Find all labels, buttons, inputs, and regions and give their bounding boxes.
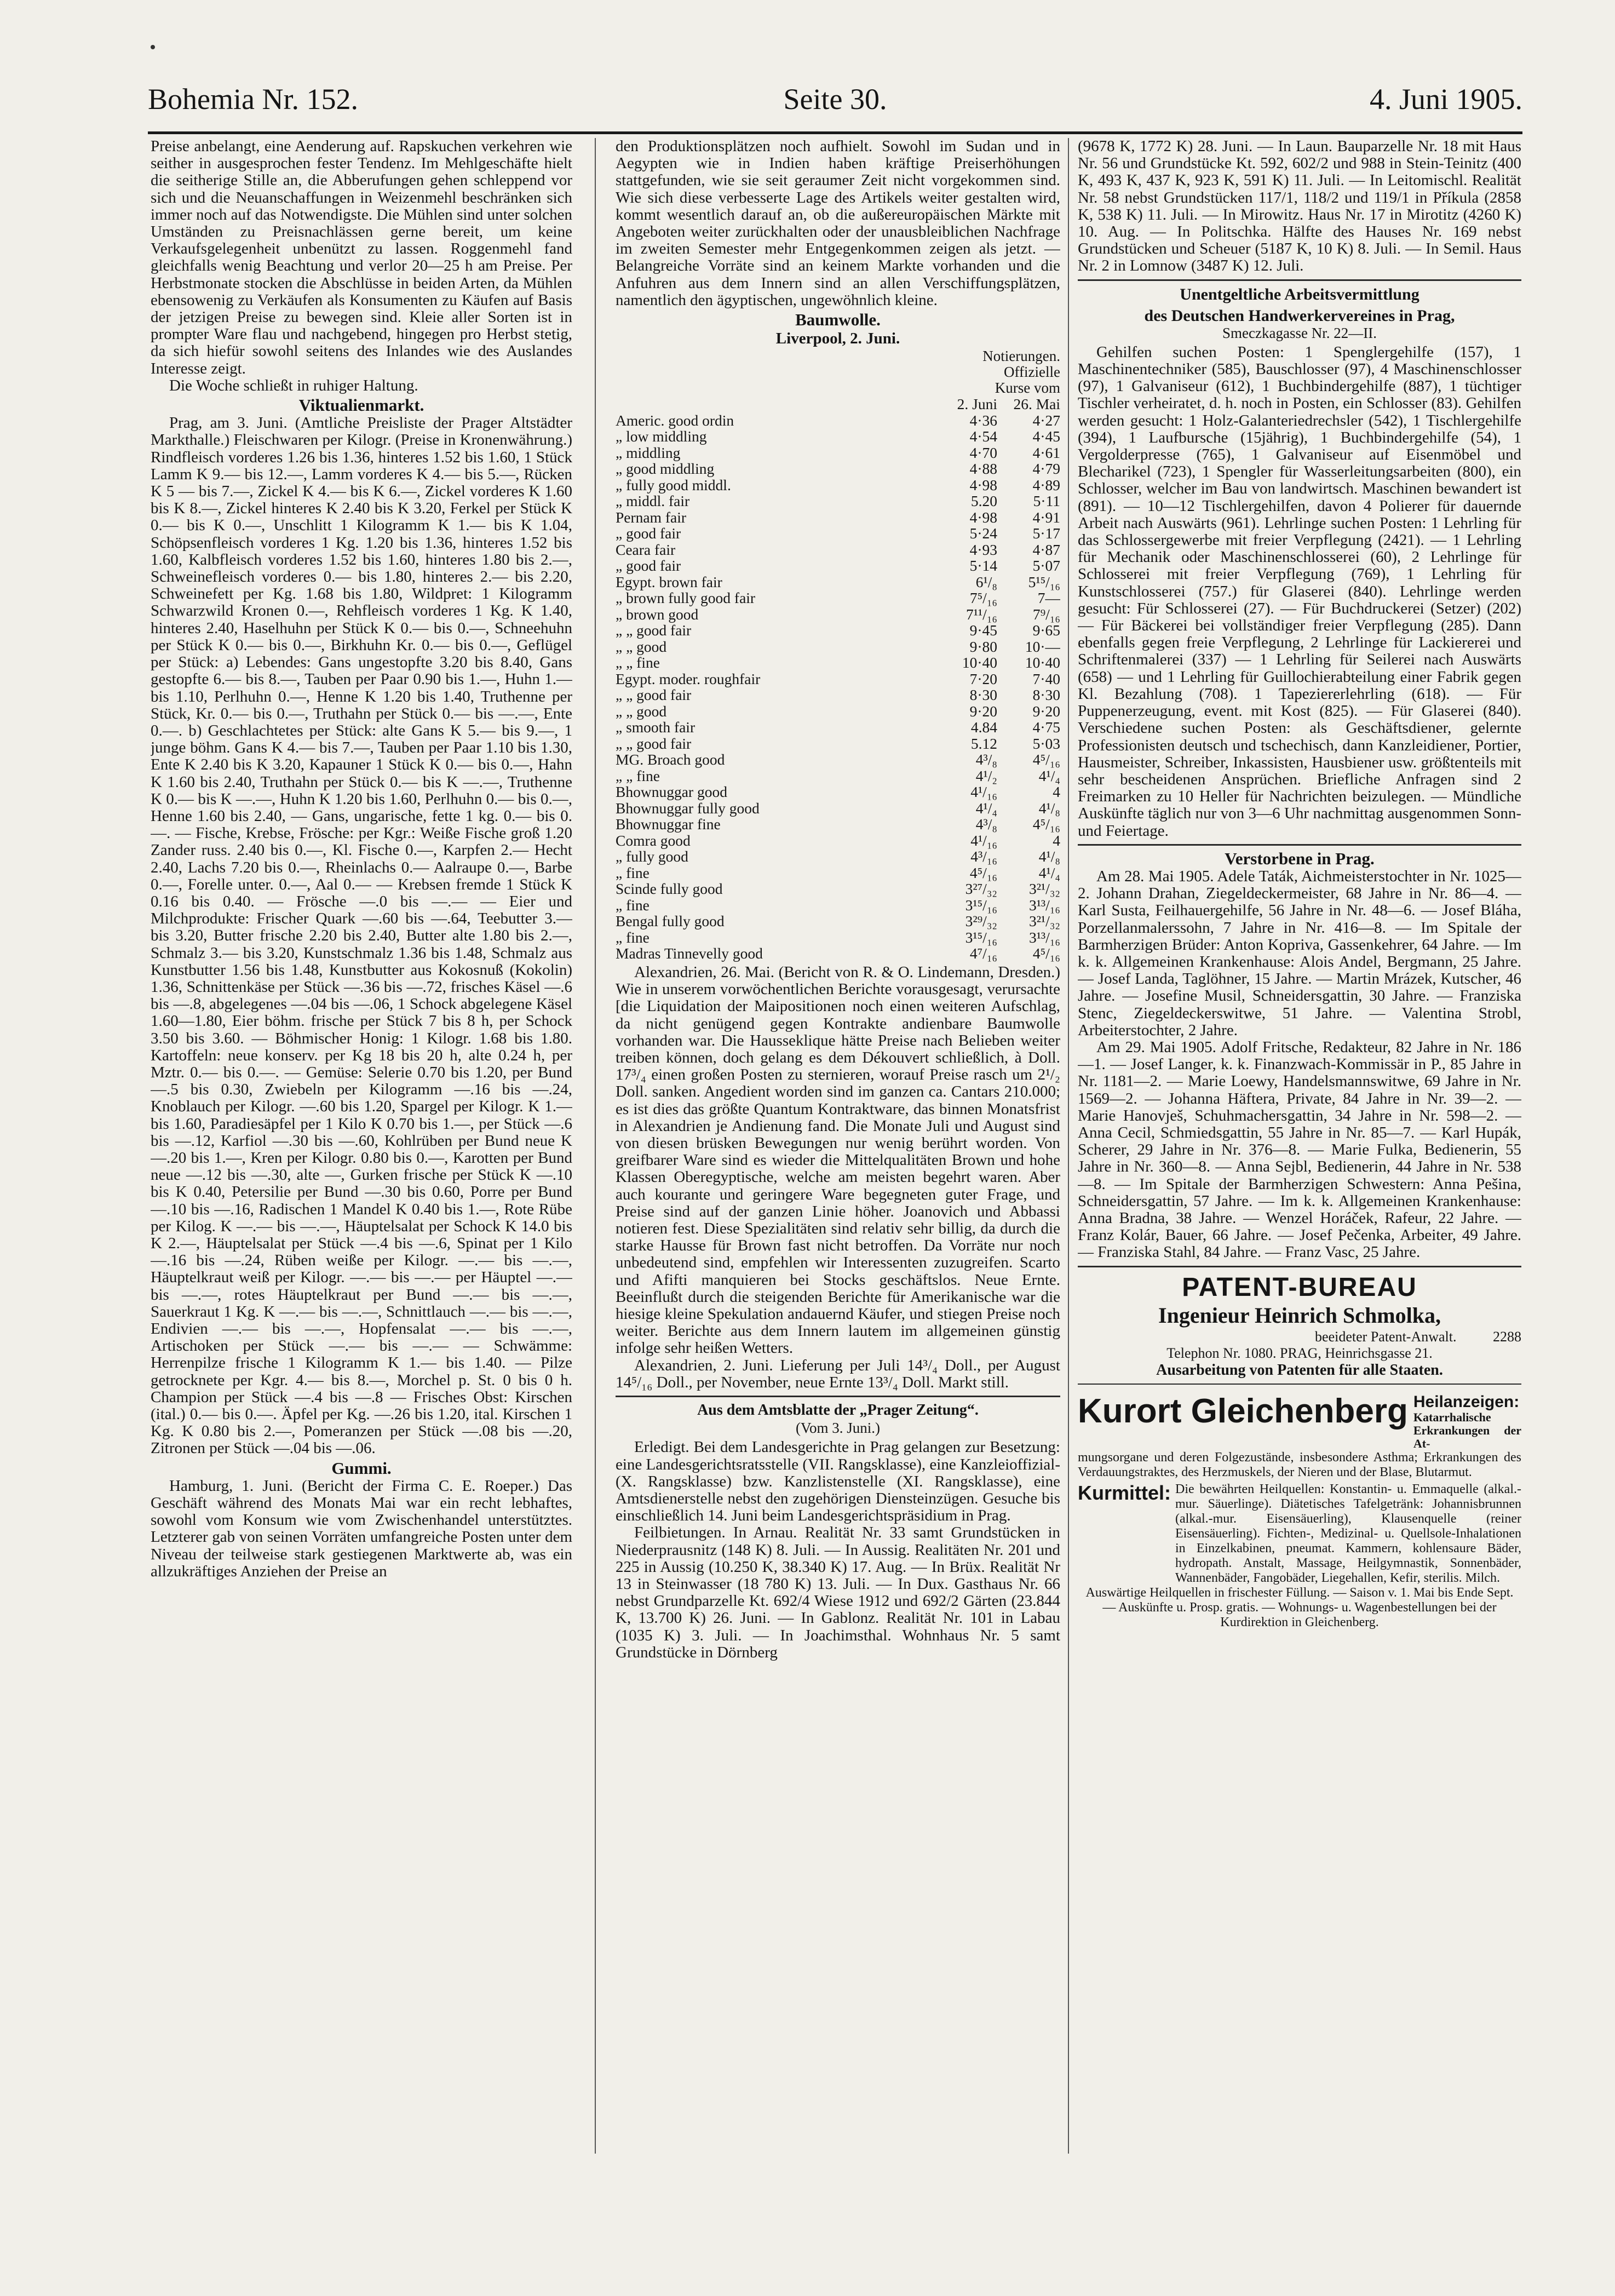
section-rule — [1078, 844, 1521, 846]
quote-2-juni: 10·40 — [962, 654, 997, 671]
cotton-grade: „ „ fine — [616, 654, 660, 671]
quote-26-mai: 5¹⁵/₁₆ — [1028, 573, 1060, 590]
quote-2-juni: 3²⁷/₃₂ — [965, 880, 997, 898]
cotton-quotes-table — [616, 396, 1060, 962]
grain-report: Preise anbelangt, eine Aenderung auf. Rapskuchen verkehren wie seither in ausgesprochen fester Tendenz. Im Mehlgeschäfte hielt die seitherige Stille an, die Abberufungen gehen schleppend vor sich und die Neuanschaffungen in Weizenmehl beschränken sich immer noch auf das Notwendigste. Die Mühlen sind unter solchen Umständen zu Preisnachlässen gerne bereit, um keine Verkaufsgelegenheit unbenützt zu lassen. Roggenmehl fand gleichfalls wenig Beachtung und verlor 20—25 h am Preise. Per Herbstmonate stocken die Abschlüsse in beiden Arten, da Mühlen ebensowenig zu Verkäufen als Konsumenten zu Käufen auf Basis der jetzigen Preise zu bewegen sind. Kleie aller Sorten ist in prompter Ware flau und nachgebend, hingegen pro Herbst stetig, da sich hiefür sowohl seitens des Inlandes wie des Auslandes Interesse zeigt. — [151, 138, 572, 377]
quote-2-juni: 4¹/₂ — [975, 767, 997, 784]
table-row — [616, 913, 1060, 929]
quote-2-juni: 4³/₈ — [975, 751, 997, 768]
verstorbene-28-mai: Am 28. Mai 1905. Adele Taták, Aichmeisterstochter in Nr. 1025—2. Johann Drahan, Ziegeldeckermeister, 68 Jahre in Nr. 86—4. — Karl Susta, Feilhauergehilfe, 56 Jahre in Nr. 48—6. — Josef Bláha, Porzellanmalerssohn, 7 Jahre in Nr. 416—8. — Im Spitale der Barmherzigen Brüder: Anton Kopriva, Gassenkehrer, 64 Jahre. — Im k. k. Allgemeinen Krankenhause: Alois Andel, Bergmann, 25 Jahre. — Josef Landa, Taglöhner, 15 Jahre. — Martin Mrázek, Kutscher, 46 Jahre. — Josefine Musil, Schneidersgattin, 30 Jahre. — Franziska Stenc, Ziegeldeckerswitwe, 51 Jahre. — Valentina Strobl, Arbeiterstochter, 2 Jahre. — [1078, 867, 1521, 1039]
kurort-indications: mungsorgane und deren Folgezustände, insbesondere Asthma; Erkrankungen des Verdauungstraktes, des Herzmuskels, der Nieren und der Blase, Blutarmut. — [1078, 1450, 1521, 1479]
quote-2-juni: 4·98 — [969, 476, 997, 493]
quote-2-juni: 5.12 — [970, 734, 997, 752]
kurort-heil-text: Katarrhalische Erkrankungen der At- — [1413, 1410, 1521, 1450]
page-header — [148, 82, 1522, 126]
table-row — [616, 865, 1060, 881]
table-row — [616, 639, 1060, 655]
quote-2-juni: 3²⁹/₃₂ — [965, 912, 997, 930]
alexandria-report-1: Alexandrien, 26. Mai. (Bericht von R. & O. Lindemann, Dresden.) Wie in unserem vorwöchentlichen Berichte vorausgesagt, verursachte [die Liquidation der Maipositionen noch einen weiteren Aufschlag, da nicht genügend gegen Kontrakte andienbare Baumwolle vorhanden war. Die Hausseklique hätte Preise nach Belieben weiter treiben können, doch gelang es dem Dékouvert schließlich, à Doll. 17³/₄ einen großen Posten zu sternieren, worauf Preise rasch um 2¹/₂ Doll. sanken. Angedient worden sind im ganzen ca. Cantars 210.000; es ist dies das größte Quantum Kontraktware, das binnen Monatsfrist in Alexandrien je Andienung fand. Die Monate Juli und August sind von diesen brüsken Bewegungen nur wenig berührt worden. Von greifbarer Ware sind es wieder die Mittelqualitäten Brown und hohe Klassen Oberegyptische, welche am meisten begehrt waren. Aber auch kourante und geringere Ware begegneten guter Frage, und Preise sind auf der ganzen Linie höher. Joanovich und Abbassi notieren fest. Diese Spezialitäten sind relativ sehr billig, da durch die starke Hausse für Brown fast nicht betroffen. Da Vorräte nur noch unbedeutend sind, empfehlen wir Interessenten zuzugreifen. Scarto und Afifti manquieren bei Stocks geschäftslos. Neue Ernte. Beeinflußt durch die steigenden Berichte für Amerikanische war die hiesige kleine Spekulation andauernd Käufer, und stiegen Preise noch weiter. Berichte aus dem Innern lautem im allgemeinen günstig infolge sehr heißen Wetters. — [616, 963, 1060, 1357]
quote-2-juni: 4·88 — [969, 460, 997, 478]
table-header-label — [616, 396, 934, 412]
quote-2-juni: 4·54 — [969, 428, 997, 445]
quote-26-mai: 4¹/₈ — [1038, 799, 1060, 817]
table-row — [616, 671, 1060, 687]
page-mark — [151, 45, 155, 49]
cotton-grade: „ smooth fair — [616, 719, 696, 736]
quote-2-juni: 9·20 — [969, 702, 997, 720]
table-heading-line: Kurse vom — [995, 380, 1060, 397]
quote-2-juni: 4.84 — [970, 719, 997, 736]
table-row — [616, 574, 1060, 590]
arbeitsvermittlung-text: Gehilfen suchen Posten: 1 Spenglergehilfe (157), 1 Maschinentechniker (585), Bauschlosser (97), 4 Maschinenschlosser (97), 1 Galvaniseur (612), 1 Buchbindergehilfe (887), 1 tüchtiger Tischler verheiratet, d. h. noch in Posten, ein Schlosser (83). Gehilfen werden gesucht: 1 Holz-Galanteriedrechsler (542), 1 Tischlergehilfe (394), 1 Laufbursche (15jährig), 1 Buchbindergehilfe (54), 1 Vergolderpresse (765), 1 Galvaniseur auf Eisenmöbel und Blecharikel (723), 1 Spengler für Wasserleitungsarbeiten (800), ein Schlosser, welcher im Bau von landwirtsch. Maschinen bewandert ist (891). — 10—12 Tischlergehilfen, davon 4 Polierer für dauernde Arbeit nach Auswärts (961). Lehrlinge suchen Posten: 1 Lehrling für das Schlossergewerbe mit freier Verpflegung (2421). — 1 Lehrling für Mechanik oder Maschinenschlosserei (60), 2 Lehrlinge für Schlosserei mit freier Verpflegung (769), 1 Lehrling für Kunstschlosserei (757.) für Glaserei (840). Lehrlinge werden gesucht: Für Schlosserei (27). — Für Buchdruckerei (Setzer) (202) — Für Bäckerei bei vollständiger freier Verpflegung (285). Dann ebenfalls gegen freie Verpflegung, 2 Lehrlinge für Lackiererei und Schriftenmalerei (337) — 1 Lehrling für Seilerei nach Auswärts (658) — und 1 Lehrling für Guillochierabteilung einer Fabrik gegen Kl. Bezahlung (708). 1 Tapeziererlehrling (618). — Für Puppenerzeugung, event. mit Kost (825). — Für Glaserei (840). Verschiedene suchen Posten: als Geschäftsdiener, gelernte Professionisten deutsch und tschechisch, dann Kanzleidiener, Portier, Hausmeister, Schreiber, Inkassisten, Hausbiener usw. größtenteils mit sehr bescheidenen Ansprüchen. Briefliche Anfragen sind 2 Freimarken zu 10 Heller für Nachrichten beizulegen. — Mündliche Auskünfte täglich nur von 3—6 Uhr nachmittag ausgenommen Sonn- und Feiertage. — [1078, 343, 1521, 840]
quote-2-juni: 5·14 — [969, 557, 997, 575]
quote-26-mai: 4⁵/₁₆ — [1032, 751, 1060, 768]
patent-ad-number: 2288 — [1493, 1328, 1521, 1345]
column-1 — [151, 138, 572, 2165]
quote-26-mai: 5·17 — [1032, 525, 1060, 542]
quote-26-mai: 3¹³/₁₆ — [1028, 896, 1060, 914]
quote-26-mai: 3²¹/₃₂ — [1028, 912, 1060, 930]
cotton-grade: „ brown good — [616, 605, 699, 623]
quote-26-mai: 4¹/₄ — [1038, 767, 1060, 784]
quote-26-mai: 7⁹/₁₆ — [1032, 605, 1060, 623]
grain-closing: Die Woche schließt in ruhiger Haltung. — [169, 376, 418, 394]
table-header-row — [616, 396, 1060, 412]
cotton-grade: „ fully good — [616, 848, 688, 865]
quote-2-juni: 9·80 — [969, 638, 997, 655]
table-row — [616, 525, 1060, 542]
quote-2-juni: 5.20 — [970, 492, 997, 510]
quote-2-juni: 4¹/₁₆ — [970, 831, 997, 849]
patent-contact: Telephon Nr. 1080. PRAG, Heinrichsgasse 21. — [1166, 1345, 1433, 1361]
section-title-baumwolle: Baumwolle. — [795, 310, 881, 330]
quote-26-mai: 5·07 — [1032, 557, 1060, 575]
kurort-heilanzeigen — [1413, 1393, 1521, 1450]
header-rule — [148, 131, 1522, 134]
section-title-gummi: Gummi. — [331, 1458, 392, 1478]
quote-26-mai: 4·27 — [1032, 411, 1060, 429]
table-row — [616, 784, 1060, 800]
table-row — [616, 622, 1060, 639]
cotton-grade: „ middl. fair — [616, 492, 690, 510]
cotton-grade: Pernam fair — [616, 508, 687, 526]
table-row — [616, 816, 1060, 833]
table-row — [616, 929, 1060, 946]
table-row — [616, 736, 1060, 752]
table-row — [616, 655, 1060, 671]
quote-26-mai: 5·03 — [1032, 734, 1060, 752]
table-row — [616, 945, 1060, 962]
cotton-grade: Scinde fully good — [616, 880, 723, 898]
quote-26-mai: 4⁵/₁₆ — [1032, 945, 1060, 962]
table-row — [616, 558, 1060, 574]
table-row — [616, 477, 1060, 493]
quote-2-juni: 6¹/₈ — [975, 573, 997, 590]
cotton-grade: „ good middling — [616, 460, 715, 478]
header-publication: Bohemia Nr. 152. — [148, 83, 358, 116]
feilbietungen-text: Feilbietungen. In Arnau. Realität Nr. 33 samt Grundstücken in Niederprausnitz (148 K) 8. Juli. — In Aussig. Realitäten Nr. 201 und 225 in Aussig (10.250 K, 38.340 K) 17. Aug. — In Brüx. Realität Nr 13 in Steinwasser (18 780 K) 13. Juli. — In Dux. Gasthaus Nr. 66 nebst Grundparzelle Kt. 692/4 Wiese 1912 und 692/2 Gärten (23.844 K, 13.700 K) 26. Juni. — In Gablonz. Realität Nr. 101 in Labau (1035 K) 3. Juli. — In Joachimsthal. Wohnhaus Nr. 5 samt Grundstücke in Dörnberg — [616, 1524, 1060, 1661]
table-row — [616, 848, 1060, 865]
column-3 — [1078, 138, 1521, 2165]
quote-2-juni: 4⁷/₁₆ — [969, 945, 997, 962]
alexandria-report-2: Alexandrien, 2. Juni. Lieferung per Juli 14³/₄ Doll., per August 14⁵/₁₆ Doll., per November, neue Ernte 13³/₄ Doll. Markt still. — [616, 1356, 1060, 1391]
quote-26-mai: 4·91 — [1032, 508, 1060, 526]
kurmittel-text: Die bewährten Heilquellen: Konstantin- u. Emmaquelle (alkal.-mur. Säuerlinge). Diätetisches Tafelgetränk: Johannisbrunnen (alkal.-mur. Eisensäuerling), Klausenquelle (reiner Eisensäuerling). Fichten-, Medizinal- u. Quellsole-Inhalationen in Einzelkabinen, pneumat. Kammern, kohlensaure Bäder, hydropath. Anstalt, Massage, Heilgymnastik, Sonnenbäder, Wannenbäder, Fangobäder, Liegehallen, Kefir, sterilis. Milch. — [1175, 1482, 1521, 1585]
amtsblatt-date: (Vom 3. Juni.) — [795, 1420, 880, 1437]
cotton-grade: Bhownuggar fully good — [616, 799, 760, 817]
cotton-grade: Ceara fair — [616, 541, 676, 558]
cotton-grade: „ brown fully good fair — [616, 589, 756, 607]
patent-engineer: Ingenieur Heinrich Schmolka, — [1158, 1302, 1441, 1328]
erledigt-text: Erledigt. Bei dem Landesgerichte in Prag gelangen zur Besetzung: eine Landesgerichtsratsstelle (VII. Rangsklasse), eine Kanzleioffizial- (X. Rangsklasse) bzw. Kanzlistenstelle (XI. Rangsklasse), eine Amtsdienerstelle nebst den zugehörigen Diensteinzügen. Gesuche bis einschließlich 14. Juni beim Landesgerichtspräsidium in Prag. — [616, 1438, 1060, 1525]
kurmittel-block — [1078, 1482, 1521, 1586]
quote-26-mai: 4·61 — [1032, 444, 1060, 461]
cotton-grade: „ „ good — [616, 702, 667, 720]
cotton-grade: Bhownuggar good — [616, 783, 727, 801]
quote-2-juni: 9·45 — [969, 622, 997, 639]
table-row — [616, 881, 1060, 897]
cotton-grade: MG. Broach good — [616, 751, 725, 768]
cotton-grade: „ „ good fair — [616, 686, 692, 704]
quote-26-mai: 4·45 — [1032, 428, 1060, 445]
cotton-grade: Egypt. moder. roughfair — [616, 670, 761, 687]
quote-26-mai: 10·— — [1025, 638, 1060, 655]
table-row — [616, 703, 1060, 720]
table-row — [616, 687, 1060, 703]
cotton-grade: „ fine — [616, 896, 650, 914]
table-heading-line: Offizielle — [1004, 364, 1060, 381]
kurort-title: Kurort Gleichenberg — [1078, 1392, 1408, 1430]
table-row — [616, 800, 1060, 817]
quote-2-juni: 4·98 — [969, 508, 997, 526]
cotton-grade: „ good fair — [616, 525, 681, 542]
section-rule — [1078, 1384, 1521, 1385]
quote-26-mai: 9·20 — [1032, 702, 1060, 720]
quote-26-mai: 4⁵/₁₆ — [1032, 816, 1060, 833]
column-divider — [1068, 138, 1069, 2154]
header-page-number: Seite 30. — [783, 83, 887, 116]
quote-26-mai: 10·40 — [1025, 654, 1060, 671]
patent-bureau-ad — [1078, 1273, 1521, 1379]
cotton-grade: Madras Tinnevelly good — [616, 945, 763, 962]
verstorbene-29-mai: Am 29. Mai 1905. Adolf Fritsche, Redakteur, 82 Jahre in Nr. 186—1. — Josef Langer, k. k. Finanzwach-Kommissär in P., 85 Jahre in Nr. 1181—2. — Marie Loewy, Handelsmannswitwe, 69 Jahre in Nr. 1569—2. — Johanna Häftera, Private, 84 Jahre in Nr. 39—2. — Marie Hanovješ, Schuhmachersgattin, 34 Jahre in Nr. 598—2. — Anna Cecil, Schmiedsgattin, 55 Jahre in Nr. 85—7. — Karl Hupák, Scherer, 29 Jahre in Nr. 376—8. — Marie Fulka, Bedienerin, 55 Jahre in Nr. 360—8. — Anna Sejbl, Bedienerin, 44 Jahre in Nr. 538—8. — Im Spitale der Barmherzigen Schwestern: Anna Pešina, Schneidersgattin, 57 Jahre. — Im k. k. Allgemeinen Krankenhause: Anna Bradna, 38 Jahre. — Wenzel Horáček, Rafeur, 22 Jahre. — Franz Kolár, Bauer, 66 Jahre. — Josef Pečenka, Arbeiter, 49 Jahre. — Franziska Stahl, 84 Jahre. — Franz Vasc, 25 Jahre. — [1078, 1038, 1521, 1261]
quote-26-mai: 5·11 — [1033, 492, 1060, 510]
table-row — [616, 509, 1060, 526]
quote-2-juni: 3¹⁵/₁₆ — [965, 896, 997, 914]
quote-26-mai: 3¹³/₁₆ — [1028, 928, 1060, 946]
cotton-grade: Bengal fully good — [616, 912, 725, 930]
table-header-col2: 26. Mai — [1013, 395, 1060, 413]
quote-26-mai: 4·79 — [1032, 460, 1060, 478]
header-date: 4. Juni 1905. — [1369, 83, 1522, 116]
table-row — [616, 719, 1060, 736]
liverpool-heading: Liverpool, 2. Juni. — [775, 330, 900, 348]
table-row — [616, 412, 1060, 429]
quote-26-mai: 8·30 — [1032, 686, 1060, 704]
section-title-verstorbene: Verstorbene in Prag. — [1225, 848, 1375, 868]
patent-title: PATENT-BUREAU — [1182, 1272, 1417, 1302]
quote-2-juni: 7⁵/₁₆ — [969, 589, 997, 607]
quote-2-juni: 8·30 — [969, 686, 997, 704]
cotton-grade: Egypt. brown fair — [616, 573, 722, 590]
quote-26-mai: 4 — [1053, 783, 1060, 801]
quote-2-juni: 7·20 — [969, 670, 997, 687]
cotton-grade: „ fine — [616, 864, 650, 881]
section-title-viktualien: Viktualienmarkt. — [298, 395, 424, 415]
quote-26-mai: 4 — [1053, 831, 1060, 849]
table-row — [616, 897, 1060, 914]
table-row — [616, 445, 1060, 461]
viktualien-text: Prag, am 3. Juni. (Amtliche Preisliste der Prager Altstädter Markthalle.) Fleischwaren per Kilogr. (Preise in Kronenwährung.) Rindfleisch vorderes 1.26 bis 1.36, hinteres 1.52 bis 1.60, 1 Stück Lamm K 9.— bis 12.—, Lamm vorderes K 4.— bis 5.—, Rücken K 5 — bis 7.—, Zickel K 4.— bis K 6.—, Zickel vorderes K 1.60 bis K 8.—, Zickel hinteres K 2.40 bis K 3.20, Ferkel per Stück K 0.— bis K 0.—, Unschlitt 1 Kilogramm K 1.— bis K 1.04, Schöpsenfleisch vorderes 1 Kg. 1.20 bis 1.36, hinteres 1.52 bis 1.60, Kalbfleisch vorderes 1.52 bis 1.60, hinteres 1.80 bis 2.—, Schweinefleisch vorderes 0.— bis 1.80, hinteres 2.— bis 2.20, Schweinefett per Kg. 1.68 bis 1.80, Wildpret: 1 Kilogramm Schwarzwild Kronen 0.—, Rehfleisch vorderes 1 Kg. K 1.40, hinteres 2.40, Haselhuhn per Stück K 0.— bis 0.—, Schneehuhn per Stück K 0.— bis 0.—, Birkhuhn Kr. 0.— bis 0.—, Geflügel per Stück: a) Lebendes: Gans ungestopfte 3.20 bis 8.40, Gans gestopfte 6.— bis 8.—, Tauben per Paar 0.90 bis 1.—, Huhn 1.— bis 1.10, Perlhuhn 0.—, Henne K 1.20 bis 1.40, Truthenne per Stück, Kr. 0.— bis 0.—, Truthahn per Stück 0.— bis —.—, Ente 0.—. b) Geschlachtetes per Stück: alte Gans K 5.— bis 9.—, 1 junge böhm. Gans K 4.— bis 7.—, Tauben per Paar 1.10 bis 1.30, Ente K 2.40 bis K 3.20, Kapauner 1 Stück K 0.— bis 0.—, Hahn K 1.60 bis 2.40, Truthahn per Stück 0.— bis K —.—, Truthenne K 0.— bis K —.—, Huhn K 1.20 bis 1.60, Perlhuhn 0.— bis 0.—, Henne 1.60 bis 2.40, — Gans, ungarische, fette 1 kg. 0.— bis 0.—. — Fische, Krebse, Frösche: per Kgr.: Weiße Fische groß 1.20 Zander russ. 2.40 bis 0.—, Kl. Fische 0.—, Karpfen 2.— Hecht 2.40, Lachs 7.20 bis 0.—, Rheinlachs 0.— Aalraupe 0.—, Barbe 0.—, Forelle unter. 0.—, Aal 0.— — Krebsen fremde 1 Stück K 0.16 bis 0.40. — Frösche —.0 bis —.— — Eier und Milchprodukte: Frischer Quark —.60 bis —.64, Teebutter 3.— bis 3.20, Butter frische 2.20 bis 2.40, Butter alte 1.80 bis 2.—, Schmalz 3.— bis 3.20, Kunstschmalz 1.36 bis 1.48, Schmalz aus Kunstbutter 1.56 bis 1.48, Kunstbutter aus Kokosnuß (Kokolin) 1.36, Schnittenkäse per Stück —.36 bis —.72, frisches Käsel —.6 bis —.8, abgelegenes —.04 bis —.06, 1 Schock abgelegene Käsel 1.60—1.80, Eier böhm. frische per Stück 7 bis 8 h, per Schock 3.50 bis 3.60. — Böhmischer Honig: 1 Kilogr. 1.68 bis 1.80. Kartoffeln: neue konserv. per Kg 18 bis 20 h, alte 0.24 h, per Mztr. 0.— bis 0.—. — Gemüse: Selerie 0.70 bis 1.20, per Bund —.5 bis 0.30, Zwiebeln per Kilogramm —.16 bis —.24, Knoblauch per Kilogr. —.60 bis 1.20, Spargel per Kilogr. K 1.— bis 1.60, Paradiesäpfel per 1 Kilo K 0.70 bis 1.—, per Stück —.6 bis —.12, Karfiol —.30 bis —.60, Kohlrüben per Bund neue K —.20 bis 1.—, Kren per Kilogr. 0.80 bis 0.—, Karotten per Bund neue —.12 bis —.30, alte —, Gurken frische per Stück K —.10 bis K 0.40, Petersilie per Bund —.30 bis 0.60, Porre per Bund —.10 bis —.16, Radischen 1 Mandel K 0.40 bis 1.—, Rote Rübe per Kilog. K —.— bis —.—, Häuptelsalat per Schock K 14.0 bis K 2.—, Häuptelsalat per Stück —.4 bis —.6, Spinat per 1 Kilo —.16 bis —.24, Rüben weiße per Kilogr. —.— bis —.—, Häuptelkraut weiß per Kilogr. —.— bis —.— per Häuptel —.— bis —.—, rotes Häuptelkraut per Bund —.— bis —.—, Sauerkraut 1 Kg. K —.— bis —.—, Schnittlauch —.— bis —.—, Endivien —.— bis —.—, Hopfensalat —.— bis —.—, Artischoken per Stück —.— bis —.— — Schwämme: Herrenpilze frische 1 Kilogramm K 1.— bis 1.40. — Pilze getrocknete per Kgr. 4.— bis 8.—, Morchel p. St. 0 bis 0 h. Champion per Stück —.4 bis —.8 — Frisches Obst: Kirschen (ital.) 0.— bis 0.—. Äpfel per Kg. —.26 bis 1.20, ital. Kirschen 1 Kg. K 0.80 bis 2.—, Pomeranzen per Stück —.08 bis —.20, Zitronen per Stück —.04 bis —.06. — [151, 414, 572, 1457]
quote-2-juni: 5·24 — [969, 525, 997, 542]
quote-2-juni: 4³/₈ — [975, 816, 997, 833]
section-rule — [1078, 279, 1521, 281]
patent-subtitle — [1078, 1329, 1521, 1345]
feilbietungen-continuation: (9678 K, 1772 K) 28. Juni. — In Laun. Bauparzelle Nr. 18 mit Haus Nr. 56 und Grundstücke Kt. 592, 602/2 und 988 in Stein-Teinitz (400 K, 493 K, 437 K, 923 K, 591 K) 11. Juli. — In Leitomischl. Realität Nr. 58 nebst Grundstücken 117/1, 118/2 und 119/1 in Příkula (2858 K, 538 K) 11. Juli. — In Mirowitz. Haus Nr. 17 in Mirotitz (4260 K) 10. Aug. — In Politschka. Hälfte des Hauses Nr. 169 nebst Grundstücken und Scheuer (5187 K, 10 K) 8. Juli. — In Semil. Haus Nr. 2 in Lomnow (3487 K) 12. Juli. — [1078, 138, 1521, 275]
quote-2-juni: 4⁵/₁₆ — [969, 864, 997, 881]
kurort-header — [1078, 1393, 1521, 1450]
gummi-continuation: den Produktionsplätzen noch aufhielt. Sowohl im Sudan und in Aegypten wie in Indien haben kräftige Preiserhöhungen stattgefunden, wie sie seit geraumer Zeit nicht vorgekommen sind. Wie sich diese verbesserte Lage des Artikels weiter gestalten wird, kommt wesentlich darauf an, ob die außereuropäischen Märkte mit Angeboten weiter zurückhalten oder der unausbleiblichen Nachfrage im zweiten Semester mehr Entgegenkommen zeigen als jetzt. — Belangreiche Vorräte sind an keinem Markte vorhanden und die Anfuhren aus dem Innern sind an allen Verschiffungsplätzen, namentlich den ägyptischen, ungewöhnlich kleine. — [616, 138, 1060, 309]
kurort-ad — [1078, 1393, 1521, 1630]
cotton-grade: „ fully good middl. — [616, 476, 731, 493]
cotton-grade: „ „ fine — [616, 767, 660, 784]
table-row — [616, 428, 1060, 445]
section-rule — [1078, 1266, 1521, 1267]
cotton-grade: „ „ good fair — [616, 734, 692, 752]
patent-role: beeideter Patent-Anwalt. — [1315, 1328, 1457, 1345]
quote-2-juni: 4·93 — [969, 541, 997, 558]
section-title-amtsblatt: Aus dem Amtsblatte der „Prager Zeitung“. — [697, 1402, 979, 1419]
table-header-col1: 2. Juni — [957, 395, 997, 413]
quote-26-mai: 4¹/₈ — [1038, 848, 1060, 865]
patent-service: Ausarbeitung von Patenten für alle Staaten. — [1156, 1361, 1443, 1379]
quote-2-juni: 3¹⁵/₁₆ — [965, 928, 997, 946]
quote-26-mai: 9·65 — [1032, 622, 1060, 639]
quote-2-juni: 4¹/₄ — [975, 799, 997, 817]
table-heading-line: Notierungen. — [982, 348, 1060, 365]
kurort-footer: Auswärtige Heilquellen in frischester Füllung. — Saison v. 1. Mai bis Ende Sept. — Auskünfte u. Prosp. gratis. — Wohnungs- u. Wagenbestellungen bei der Kurdirektion in Gleichenberg. — [1085, 1585, 1514, 1629]
kurort-heil-label: Heilanzeigen: — [1413, 1392, 1520, 1411]
cotton-grade: Comra good — [616, 831, 691, 849]
cotton-grade: „ middling — [616, 444, 681, 461]
table-row — [616, 461, 1060, 477]
cotton-grade: „ low middling — [616, 428, 707, 445]
table-row — [616, 751, 1060, 768]
arbeitsvermittlung-title: Unentgeltliche Arbeitsvermittlung — [1180, 285, 1419, 303]
column-divider — [595, 138, 596, 2154]
cotton-grade: „ fine — [616, 928, 650, 946]
table-row — [616, 833, 1060, 849]
quote-2-juni: 4·70 — [969, 444, 997, 461]
quote-26-mai: 4¹/₄ — [1038, 864, 1060, 881]
quote-26-mai: 4·89 — [1032, 476, 1060, 493]
quote-26-mai: 4·87 — [1032, 541, 1060, 558]
table-row — [616, 606, 1060, 623]
cotton-grade: „ „ good — [616, 638, 667, 655]
section-rule — [616, 1396, 1060, 1397]
table-row — [616, 768, 1060, 784]
cotton-grade: „ good fair — [616, 557, 681, 575]
cotton-grade: „ „ good fair — [616, 622, 692, 639]
quote-2-juni: 7¹¹/₁₆ — [965, 605, 997, 623]
table-heading — [616, 348, 1060, 396]
quote-26-mai: 4·75 — [1032, 719, 1060, 736]
table-row — [616, 542, 1060, 558]
quote-26-mai: 3²¹/₃₂ — [1028, 880, 1060, 898]
table-row — [616, 493, 1060, 509]
quote-2-juni: 4·36 — [969, 411, 997, 429]
quote-2-juni: 4¹/₁₆ — [970, 783, 997, 801]
cotton-grade: Americ. good ordin — [616, 411, 734, 429]
arbeitsvermittlung-subtitle: des Deutschen Handwerkervereines in Prag, — [1144, 306, 1455, 325]
quote-26-mai: 7·40 — [1032, 670, 1060, 687]
kurmittel-label: Kurmittel: — [1078, 1481, 1171, 1504]
arbeitsvermittlung-address: Smeczkagasse Nr. 22—II. — [1222, 324, 1377, 341]
quote-2-juni: 4³/₁₆ — [970, 848, 997, 865]
table-row — [616, 590, 1060, 606]
quote-26-mai: 7— — [1037, 589, 1060, 607]
gummi-text: Hamburg, 1. Juni. (Bericht der Firma C. E. Roeper.) Das Geschäft während des Monats Mai war ein recht lebhaftes, sowohl vom Konsum wie vom Zwischenhandel unterstütztes. Letzterer gab von seinen Vorräten umfangreiche Posten unter dem Niveau der teilweise stark gestiegenen Marktwerte ab, was ein allzukräftiges Anziehen der Preise an — [151, 1477, 572, 1580]
column-2 — [616, 138, 1060, 2165]
cotton-grade: Bhownuggar fine — [616, 816, 721, 833]
